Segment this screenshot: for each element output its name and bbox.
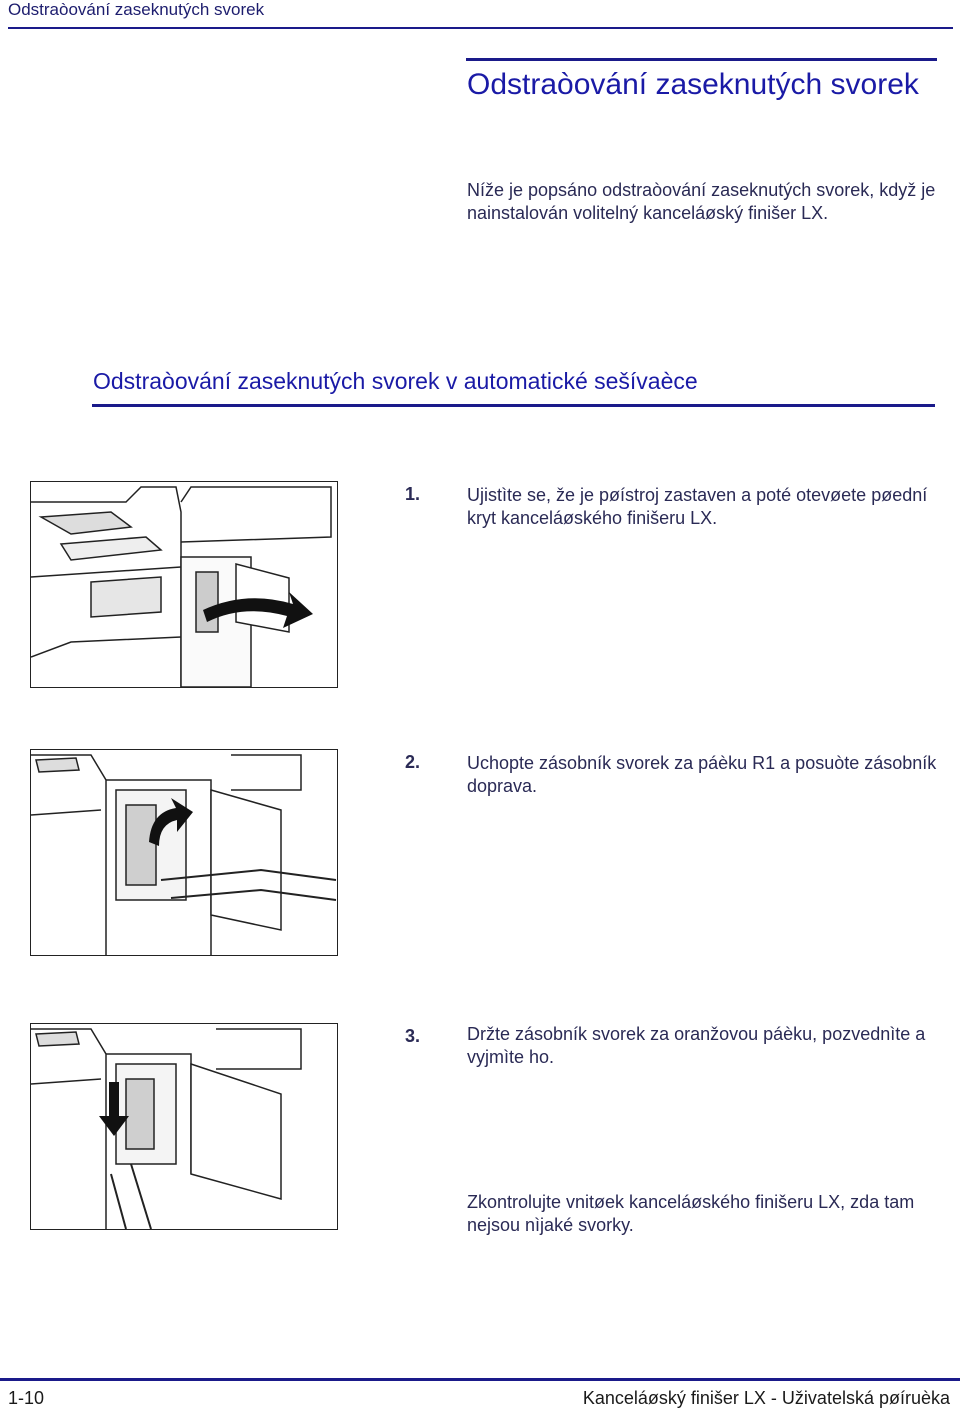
section-heading: Odstraòování zaseknutých svorek v automatické sešívaèce [93, 368, 698, 394]
footer-book-title: Kanceláøský finišer LX - Uživatelská pøíruèka [582, 1388, 950, 1408]
step-3-illustration [30, 1023, 338, 1230]
step-2-number: 2. [405, 752, 421, 772]
step-1-text: Ujistìte se, že je pøístroj zastaven a poté otevøete pøední kryt kanceláøského finišeru LX. [467, 485, 928, 528]
section-divider [92, 404, 935, 407]
intro-paragraph: Níže je popsáno odstraòování zaseknutých svorek, když je nainstalován volitelný kanceláøský finišer LX. [467, 180, 936, 223]
note-paragraph: Zkontrolujte vnitøek kanceláøského finišeru LX, zda tam nejsou nìjaké svorky. [467, 1192, 915, 1235]
step-2-illustration [30, 749, 338, 956]
page-title: Odstraòování zaseknutých svorek [467, 68, 919, 101]
step-2-text: Uchopte zásobník svorek za páèku R1 a posuòte zásobník doprava. [467, 753, 937, 796]
title-divider [466, 58, 937, 61]
running-header: Odstraòování zaseknutých svorek [8, 0, 265, 19]
step-3-number: 3. [405, 1026, 421, 1046]
step-3-text: Držte zásobník svorek za oranžovou páèku, pozvednìte a vyjmìte ho. [467, 1024, 926, 1067]
step-1-illustration [30, 481, 338, 688]
header-divider [8, 27, 953, 29]
page-number: 1-10 [8, 1388, 45, 1408]
footer-divider [0, 1378, 960, 1381]
step-1-number: 1. [405, 484, 421, 504]
